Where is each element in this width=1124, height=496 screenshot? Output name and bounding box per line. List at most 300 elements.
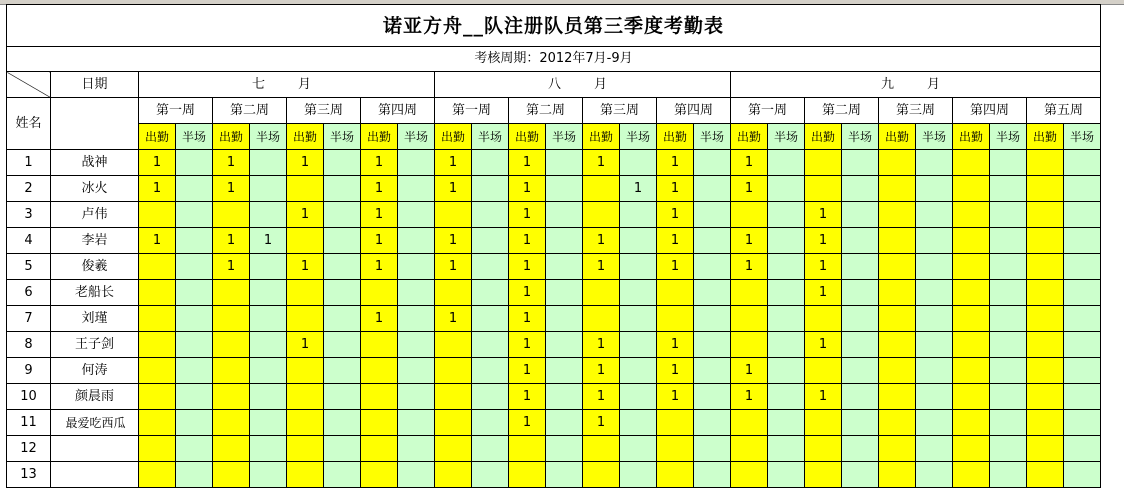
member-name[interactable]: 何涛	[51, 358, 139, 384]
half-cell[interactable]: 1	[250, 228, 287, 254]
half-cell[interactable]	[176, 436, 213, 462]
half-cell[interactable]	[250, 436, 287, 462]
member-name[interactable]: 颜晨雨	[51, 384, 139, 410]
half-cell[interactable]	[842, 280, 879, 306]
attend-cell[interactable]: 1	[509, 358, 546, 384]
attend-cell[interactable]	[953, 436, 990, 462]
attend-cell[interactable]	[287, 384, 324, 410]
member-name[interactable]: 战神	[51, 150, 139, 176]
half-cell[interactable]	[1064, 150, 1101, 176]
attend-cell[interactable]: 1	[509, 228, 546, 254]
half-cell[interactable]	[176, 176, 213, 202]
attend-cell[interactable]	[953, 462, 990, 488]
half-cell[interactable]	[176, 410, 213, 436]
half-cell[interactable]	[546, 332, 583, 358]
attend-cell[interactable]: 1	[805, 228, 842, 254]
half-cell[interactable]	[694, 202, 731, 228]
half-cell[interactable]	[1064, 228, 1101, 254]
half-cell[interactable]	[250, 358, 287, 384]
half-cell[interactable]	[324, 462, 361, 488]
attend-cell[interactable]	[361, 410, 398, 436]
half-cell[interactable]	[324, 436, 361, 462]
half-cell[interactable]	[250, 280, 287, 306]
half-cell[interactable]	[176, 332, 213, 358]
half-cell[interactable]	[176, 358, 213, 384]
half-cell[interactable]	[250, 202, 287, 228]
attend-cell[interactable]: 1	[435, 150, 472, 176]
half-cell[interactable]	[472, 410, 509, 436]
attend-cell[interactable]	[213, 332, 250, 358]
half-cell[interactable]	[324, 150, 361, 176]
half-cell[interactable]	[990, 332, 1027, 358]
attend-cell[interactable]	[139, 358, 176, 384]
attend-cell[interactable]	[1027, 176, 1064, 202]
attend-cell[interactable]	[139, 332, 176, 358]
half-cell[interactable]	[472, 436, 509, 462]
attend-cell[interactable]	[287, 410, 324, 436]
attend-cell[interactable]	[953, 384, 990, 410]
half-column-header[interactable]: 半场	[546, 124, 583, 150]
attend-cell[interactable]	[953, 332, 990, 358]
half-cell[interactable]	[176, 384, 213, 410]
attend-cell[interactable]	[213, 462, 250, 488]
attend-cell[interactable]: 1	[287, 202, 324, 228]
attend-cell[interactable]: 1	[213, 150, 250, 176]
member-name[interactable]: 卢伟	[51, 202, 139, 228]
attend-cell[interactable]	[583, 436, 620, 462]
week-header[interactable]: 第五周	[1027, 98, 1101, 124]
attend-cell[interactable]	[1027, 462, 1064, 488]
half-cell[interactable]	[250, 410, 287, 436]
attend-cell[interactable]	[805, 358, 842, 384]
attend-cell[interactable]: 1	[583, 358, 620, 384]
attend-cell[interactable]	[879, 254, 916, 280]
row-number[interactable]: 11	[7, 410, 51, 436]
attend-cell[interactable]	[1027, 410, 1064, 436]
attend-cell[interactable]: 1	[583, 332, 620, 358]
attend-cell[interactable]	[953, 358, 990, 384]
week-header[interactable]: 第一周	[139, 98, 213, 124]
half-cell[interactable]	[916, 306, 953, 332]
blank-header-cell[interactable]	[51, 98, 139, 150]
attend-cell[interactable]	[213, 202, 250, 228]
attend-cell[interactable]	[805, 176, 842, 202]
week-header[interactable]: 第二周	[805, 98, 879, 124]
member-name[interactable]	[51, 462, 139, 488]
attend-cell[interactable]: 1	[583, 410, 620, 436]
attend-cell[interactable]	[213, 306, 250, 332]
attend-column-header[interactable]: 出勤	[953, 124, 990, 150]
attend-cell[interactable]: 1	[509, 280, 546, 306]
half-cell[interactable]	[916, 410, 953, 436]
half-cell[interactable]	[694, 410, 731, 436]
attend-cell[interactable]: 1	[583, 228, 620, 254]
half-cell[interactable]	[176, 254, 213, 280]
half-cell[interactable]	[842, 228, 879, 254]
attend-cell[interactable]	[1027, 280, 1064, 306]
half-cell[interactable]	[1064, 332, 1101, 358]
half-cell[interactable]	[694, 462, 731, 488]
half-cell[interactable]	[472, 306, 509, 332]
attend-cell[interactable]	[361, 332, 398, 358]
week-header[interactable]: 第二周	[509, 98, 583, 124]
attend-cell[interactable]: 1	[435, 228, 472, 254]
attend-cell[interactable]	[287, 228, 324, 254]
half-cell[interactable]	[1064, 410, 1101, 436]
attend-cell[interactable]	[805, 436, 842, 462]
half-cell[interactable]	[546, 254, 583, 280]
half-cell[interactable]	[176, 306, 213, 332]
half-cell[interactable]	[990, 384, 1027, 410]
half-column-header[interactable]: 半场	[324, 124, 361, 150]
week-header[interactable]: 第二周	[213, 98, 287, 124]
attend-column-header[interactable]: 出勤	[361, 124, 398, 150]
attend-cell[interactable]: 1	[731, 228, 768, 254]
half-cell[interactable]	[694, 332, 731, 358]
attend-cell[interactable]	[435, 280, 472, 306]
half-cell[interactable]	[620, 436, 657, 462]
attend-cell[interactable]: 1	[509, 306, 546, 332]
attend-cell[interactable]: 1	[361, 306, 398, 332]
attend-cell[interactable]	[287, 358, 324, 384]
half-cell[interactable]	[620, 332, 657, 358]
row-number[interactable]: 2	[7, 176, 51, 202]
week-header[interactable]: 第三周	[879, 98, 953, 124]
attend-cell[interactable]	[1027, 384, 1064, 410]
attend-cell[interactable]	[435, 332, 472, 358]
half-cell[interactable]	[472, 176, 509, 202]
attend-cell[interactable]: 1	[139, 228, 176, 254]
attend-column-header[interactable]: 出勤	[731, 124, 768, 150]
week-header[interactable]: 第四周	[361, 98, 435, 124]
attend-cell[interactable]: 1	[361, 150, 398, 176]
attend-cell[interactable]	[583, 176, 620, 202]
half-cell[interactable]	[398, 150, 435, 176]
half-column-header[interactable]: 半场	[990, 124, 1027, 150]
attend-cell[interactable]: 1	[731, 176, 768, 202]
attend-cell[interactable]: 1	[287, 332, 324, 358]
attend-cell[interactable]: 1	[509, 254, 546, 280]
attend-cell[interactable]	[953, 280, 990, 306]
attend-cell[interactable]: 1	[287, 254, 324, 280]
attend-cell[interactable]	[213, 280, 250, 306]
half-cell[interactable]	[768, 228, 805, 254]
half-cell[interactable]	[1064, 358, 1101, 384]
attend-cell[interactable]	[583, 280, 620, 306]
attend-cell[interactable]	[583, 462, 620, 488]
attend-cell[interactable]	[139, 306, 176, 332]
assessment-period[interactable]: 考核周期：2012年7月-9月	[7, 47, 1101, 72]
half-cell[interactable]	[546, 202, 583, 228]
attend-cell[interactable]	[213, 410, 250, 436]
half-cell[interactable]	[694, 254, 731, 280]
attend-cell[interactable]: 1	[657, 384, 694, 410]
row-number[interactable]: 3	[7, 202, 51, 228]
attend-cell[interactable]	[435, 358, 472, 384]
half-cell[interactable]	[990, 436, 1027, 462]
member-name[interactable]: 王子剑	[51, 332, 139, 358]
attend-cell[interactable]	[213, 384, 250, 410]
attend-cell[interactable]	[879, 332, 916, 358]
row-number[interactable]: 1	[7, 150, 51, 176]
half-cell[interactable]	[842, 384, 879, 410]
half-cell[interactable]	[620, 280, 657, 306]
half-cell[interactable]	[620, 410, 657, 436]
half-column-header[interactable]: 半场	[176, 124, 213, 150]
attend-column-header[interactable]: 出勤	[139, 124, 176, 150]
week-header[interactable]: 第四周	[657, 98, 731, 124]
half-cell[interactable]	[1064, 202, 1101, 228]
half-cell[interactable]	[768, 384, 805, 410]
month-header[interactable]: 七 月	[139, 72, 435, 98]
half-cell[interactable]	[472, 228, 509, 254]
half-cell[interactable]	[842, 202, 879, 228]
attend-cell[interactable]	[435, 410, 472, 436]
member-name[interactable]: 刘瑾	[51, 306, 139, 332]
half-cell[interactable]	[990, 150, 1027, 176]
attend-cell[interactable]	[139, 280, 176, 306]
half-column-header[interactable]: 半场	[472, 124, 509, 150]
attend-cell[interactable]	[361, 358, 398, 384]
attend-cell[interactable]: 1	[509, 150, 546, 176]
attend-cell[interactable]: 1	[509, 202, 546, 228]
half-cell[interactable]	[176, 202, 213, 228]
half-cell[interactable]	[546, 462, 583, 488]
attend-cell[interactable]: 1	[213, 254, 250, 280]
half-cell[interactable]	[1064, 280, 1101, 306]
attend-cell[interactable]: 1	[731, 150, 768, 176]
attend-cell[interactable]	[953, 410, 990, 436]
attend-column-header[interactable]: 出勤	[509, 124, 546, 150]
attend-cell[interactable]: 1	[657, 254, 694, 280]
half-column-header[interactable]: 半场	[1064, 124, 1101, 150]
half-column-header[interactable]: 半场	[250, 124, 287, 150]
attend-cell[interactable]	[287, 306, 324, 332]
half-cell[interactable]	[768, 462, 805, 488]
attend-cell[interactable]: 1	[139, 150, 176, 176]
half-cell[interactable]	[324, 332, 361, 358]
row-number[interactable]: 8	[7, 332, 51, 358]
attend-cell[interactable]	[1027, 202, 1064, 228]
name-label[interactable]: 姓名	[7, 98, 51, 150]
half-cell[interactable]	[398, 462, 435, 488]
half-cell[interactable]	[472, 462, 509, 488]
month-header[interactable]: 八 月	[435, 72, 731, 98]
half-cell[interactable]	[842, 306, 879, 332]
attend-cell[interactable]	[879, 280, 916, 306]
row-number[interactable]: 13	[7, 462, 51, 488]
row-number[interactable]: 6	[7, 280, 51, 306]
half-cell[interactable]	[324, 410, 361, 436]
half-cell[interactable]	[324, 202, 361, 228]
half-cell[interactable]	[842, 436, 879, 462]
half-cell[interactable]	[324, 228, 361, 254]
row-number[interactable]: 9	[7, 358, 51, 384]
attend-cell[interactable]	[435, 202, 472, 228]
half-cell[interactable]	[1064, 436, 1101, 462]
half-cell[interactable]	[768, 254, 805, 280]
half-cell[interactable]	[472, 384, 509, 410]
attend-cell[interactable]	[1027, 150, 1064, 176]
half-cell[interactable]	[916, 150, 953, 176]
member-name[interactable]: 李岩	[51, 228, 139, 254]
attend-cell[interactable]	[287, 462, 324, 488]
half-cell[interactable]	[472, 202, 509, 228]
half-cell[interactable]	[768, 358, 805, 384]
attend-cell[interactable]	[731, 202, 768, 228]
attend-cell[interactable]: 1	[731, 254, 768, 280]
half-cell[interactable]	[1064, 306, 1101, 332]
half-cell[interactable]	[694, 384, 731, 410]
half-cell[interactable]	[916, 228, 953, 254]
attend-cell[interactable]	[583, 202, 620, 228]
attend-cell[interactable]	[879, 436, 916, 462]
diagonal-header-cell[interactable]	[7, 72, 51, 98]
attend-cell[interactable]: 1	[435, 254, 472, 280]
attend-cell[interactable]	[657, 436, 694, 462]
half-cell[interactable]	[990, 306, 1027, 332]
attend-column-header[interactable]: 出勤	[657, 124, 694, 150]
month-header[interactable]: 九 月	[731, 72, 1101, 98]
attend-cell[interactable]	[287, 280, 324, 306]
attend-cell[interactable]	[1027, 254, 1064, 280]
attend-cell[interactable]	[139, 202, 176, 228]
attend-cell[interactable]	[805, 306, 842, 332]
half-cell[interactable]	[768, 306, 805, 332]
half-cell[interactable]	[398, 228, 435, 254]
half-cell[interactable]	[472, 332, 509, 358]
half-cell[interactable]	[768, 410, 805, 436]
attend-cell[interactable]	[1027, 332, 1064, 358]
attend-column-header[interactable]: 出勤	[805, 124, 842, 150]
half-cell[interactable]	[694, 358, 731, 384]
half-cell[interactable]	[620, 254, 657, 280]
attend-cell[interactable]	[657, 410, 694, 436]
attend-cell[interactable]: 1	[657, 358, 694, 384]
attend-cell[interactable]: 1	[805, 254, 842, 280]
half-cell[interactable]	[916, 280, 953, 306]
half-cell[interactable]	[1064, 384, 1101, 410]
attend-cell[interactable]	[509, 462, 546, 488]
half-cell[interactable]	[546, 176, 583, 202]
attend-cell[interactable]: 1	[287, 150, 324, 176]
attend-cell[interactable]	[879, 410, 916, 436]
attend-cell[interactable]	[953, 306, 990, 332]
half-cell[interactable]	[916, 176, 953, 202]
half-cell[interactable]	[250, 306, 287, 332]
member-name[interactable]: 老船长	[51, 280, 139, 306]
half-cell[interactable]	[694, 436, 731, 462]
half-cell[interactable]	[324, 254, 361, 280]
attend-cell[interactable]	[805, 462, 842, 488]
sheet-title[interactable]: 诺亚方舟__队注册队员第三季度考勤表	[7, 5, 1101, 47]
half-cell[interactable]	[916, 332, 953, 358]
half-cell[interactable]	[842, 410, 879, 436]
attend-cell[interactable]	[1027, 436, 1064, 462]
attend-cell[interactable]: 1	[657, 228, 694, 254]
half-cell[interactable]	[694, 176, 731, 202]
attend-cell[interactable]: 1	[361, 202, 398, 228]
half-cell[interactable]	[1064, 254, 1101, 280]
attend-cell[interactable]: 1	[805, 384, 842, 410]
half-cell[interactable]	[324, 358, 361, 384]
half-cell[interactable]	[916, 384, 953, 410]
half-cell[interactable]	[620, 384, 657, 410]
attend-cell[interactable]	[731, 436, 768, 462]
half-cell[interactable]	[324, 384, 361, 410]
half-column-header[interactable]: 半场	[694, 124, 731, 150]
half-cell[interactable]	[842, 150, 879, 176]
attend-cell[interactable]: 1	[657, 176, 694, 202]
attend-cell[interactable]: 1	[805, 280, 842, 306]
half-cell[interactable]	[398, 358, 435, 384]
attend-cell[interactable]: 1	[657, 202, 694, 228]
half-cell[interactable]	[176, 228, 213, 254]
half-cell[interactable]	[546, 280, 583, 306]
half-cell[interactable]	[620, 228, 657, 254]
half-cell[interactable]	[620, 150, 657, 176]
half-column-header[interactable]: 半场	[398, 124, 435, 150]
half-cell[interactable]	[620, 358, 657, 384]
half-cell[interactable]	[620, 202, 657, 228]
attend-cell[interactable]: 1	[509, 176, 546, 202]
attend-cell[interactable]	[953, 228, 990, 254]
row-number[interactable]: 5	[7, 254, 51, 280]
week-header[interactable]: 第一周	[435, 98, 509, 124]
attend-cell[interactable]: 1	[805, 202, 842, 228]
attend-cell[interactable]	[879, 150, 916, 176]
half-cell[interactable]	[472, 358, 509, 384]
half-cell[interactable]	[916, 358, 953, 384]
week-header[interactable]: 第一周	[731, 98, 805, 124]
half-cell[interactable]	[546, 150, 583, 176]
attend-cell[interactable]	[435, 384, 472, 410]
week-header[interactable]: 第三周	[287, 98, 361, 124]
attend-column-header[interactable]: 出勤	[435, 124, 472, 150]
attend-cell[interactable]	[509, 436, 546, 462]
attend-cell[interactable]: 1	[583, 384, 620, 410]
attend-cell[interactable]	[361, 384, 398, 410]
week-header[interactable]: 第三周	[583, 98, 657, 124]
attend-cell[interactable]: 1	[213, 176, 250, 202]
half-cell[interactable]	[398, 306, 435, 332]
half-cell[interactable]	[176, 462, 213, 488]
attend-column-header[interactable]: 出勤	[213, 124, 250, 150]
half-cell[interactable]	[398, 280, 435, 306]
half-cell[interactable]	[620, 306, 657, 332]
half-cell[interactable]	[768, 150, 805, 176]
half-cell[interactable]	[546, 384, 583, 410]
half-cell[interactable]	[546, 358, 583, 384]
half-cell[interactable]	[1064, 462, 1101, 488]
half-cell[interactable]	[990, 202, 1027, 228]
half-cell[interactable]	[916, 202, 953, 228]
half-column-header[interactable]: 半场	[842, 124, 879, 150]
half-cell[interactable]	[990, 176, 1027, 202]
half-cell[interactable]	[842, 254, 879, 280]
attend-column-header[interactable]: 出勤	[1027, 124, 1064, 150]
week-header[interactable]: 第四周	[953, 98, 1027, 124]
attend-cell[interactable]	[287, 176, 324, 202]
half-cell[interactable]	[842, 176, 879, 202]
attend-cell[interactable]	[139, 384, 176, 410]
half-cell[interactable]	[324, 306, 361, 332]
half-cell[interactable]	[398, 384, 435, 410]
half-cell[interactable]	[398, 176, 435, 202]
attend-cell[interactable]: 1	[509, 410, 546, 436]
half-cell[interactable]	[250, 384, 287, 410]
attend-cell[interactable]	[361, 436, 398, 462]
